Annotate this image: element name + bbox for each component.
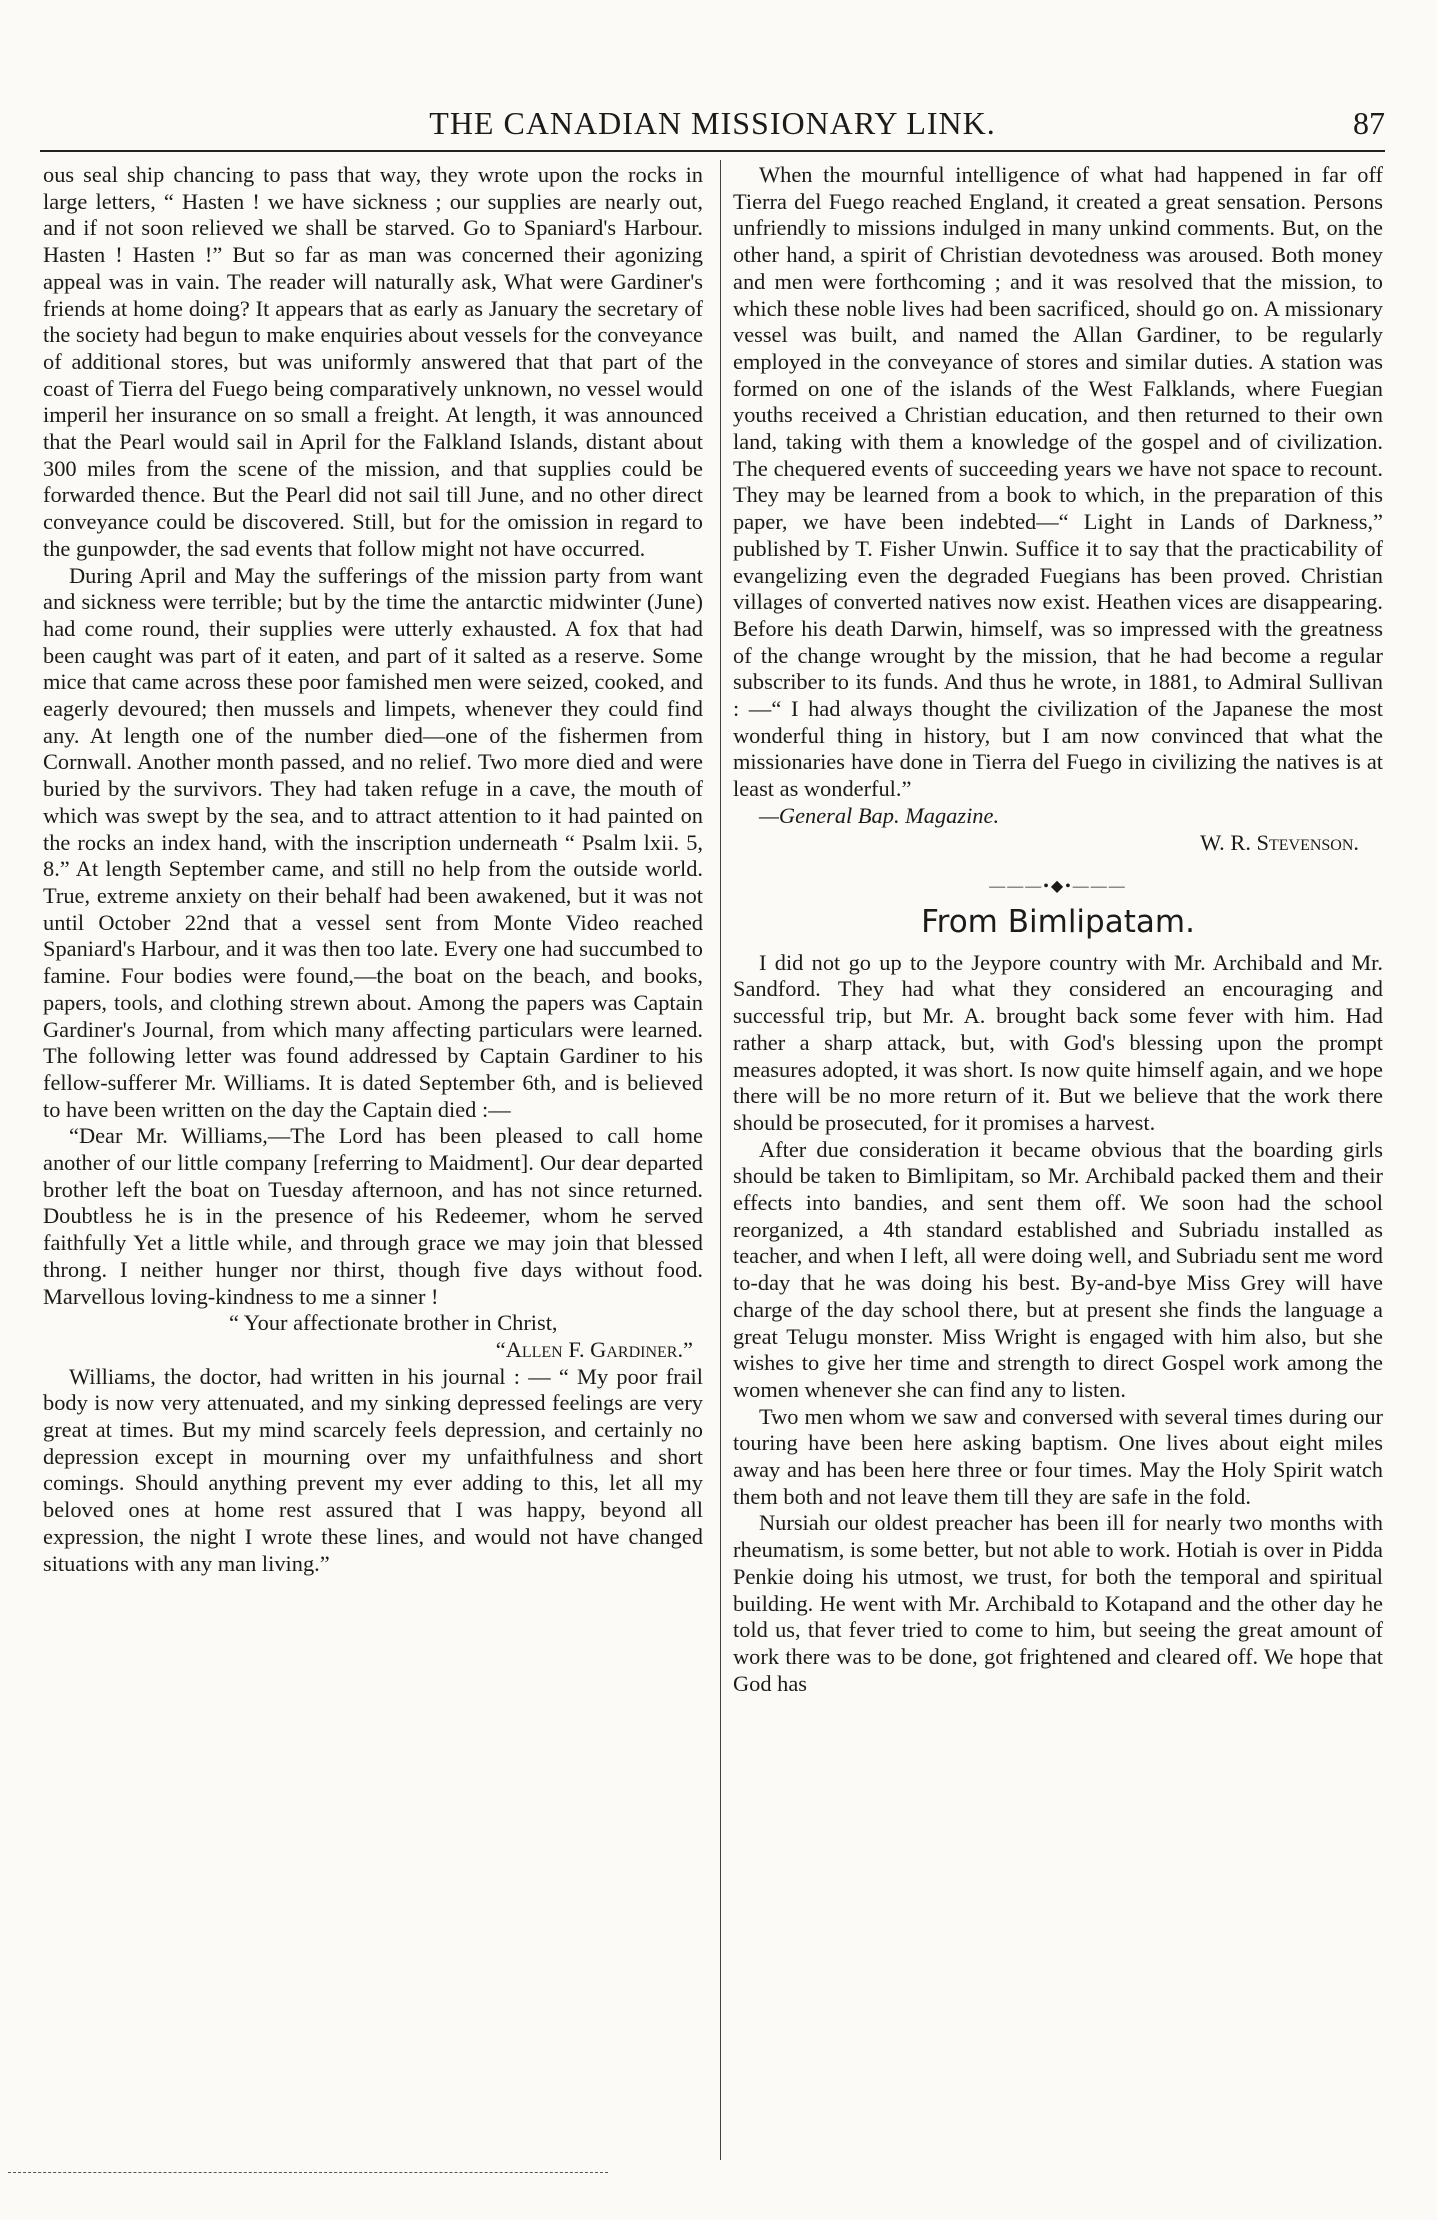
author-signature: W. R. Stevenson.	[1200, 829, 1359, 855]
paragraph: Two men whom we saw and conversed with several times during our touring have been here asking baptism. One lives about eight miles away and has been here three or four times. May the Holy Spirit watch them both and not leave them till they are safe in the fold.	[733, 1403, 1383, 1509]
left-column	[43, 162, 703, 1577]
header-rule	[40, 150, 1385, 152]
paragraph: Williams, the doctor, had written in his journal : — “ My poor frail body is now very attenuated, and my sinking depressed feelings are very great at times. But my mind scarcely feels depression, and certainly no depression except in mourning over my unfaithfulness and short comings. Should anything prevent my ever adding to this, let all my beloved ones at home rest assured that I was happy, beyond all expression, the night I wrote these lines, and would not have changed situations with any man living.”	[43, 1363, 703, 1576]
page-header	[40, 105, 1385, 145]
paragraph: Nursiah our oldest preacher has been ill for nearly two months with rheumatism, is some better, but not able to work. Hotiah is over in Pidda Penkie doing his utmost, we trust, for both the temporal and spiritual building. He went with Mr. Archibald to Kotapand and the other day he told us, that fever tried to come to him, but seeing the great amount of work there was to be done, got frightened and cleared off. We hope that God has	[733, 1510, 1383, 1696]
footer-rule	[8, 2172, 608, 2173]
page-number: 87	[1353, 105, 1385, 141]
paragraph: After due consideration it became obvious that the boarding girls should be taken to Bimlipitam, so Mr. Archibald packed them and their effects into bandies, and sent them off. We soon had the school reorganized, a 4th standard established and Subriadu installed as teacher, and when I left, all were doing well, and Subriadu sent me word to-day that he was doing his best. By-and-bye Miss Grey will have charge of the day school there, but at present she finds the language a great Telugu monster. Miss Wright is engaged with him also, but she wishes to give her time and strength to direct Gospel work among the women whenever she can find any to listen.	[733, 1136, 1383, 1402]
running-title: THE CANADIAN MISSIONARY LINK.	[429, 105, 996, 141]
paragraph: I did not go up to the Jeypore country with Mr. Archibald and Mr. Sandford. They had what they considered an encouraging and successful trip, but Mr. A. brought back some fever with him. Had rather a sharp attack, but, with God's blessing upon the prompt measures adopted, it was short. Is now quite himself again, and we hope there will be no more return of it. But we believe that the work there should be prosecuted, for it promises a harvest.	[733, 949, 1383, 1135]
paragraph: During April and May the sufferings of the mission party from want and sickness were terrible; but by the time the antarctic midwinter (June) had come round, their supplies were utterly exhausted. A fox that had been caught was part of it eaten, and part of it salted as a reserve. Some mice that came across these poor famished men were seized, cooked, and eagerly devoured; then mussels and limpets, whenever they could find any. At length one of the number died—one of the fishermen from Cornwall. Another month passed, and no relief. Two more died and were buried by the survivors. They had taken refuge in a cave, the mouth of which was swept by the sea, and to attract attention to it had painted on the rocks an index hand, with the inscription underneath “ Psalm lxii. 5, 8.” At length September came, and still no help from the outside world. True, extreme anxiety on their behalf had been awakened, but it was not until October 22nd that a vessel sent from Monte Video reached Spaniard's Harbour, and it was then too late. Every one had succumbed to famine. Four bodies were found,—the boat on the beach, and books, papers, tools, and clothing strewn about. Among the papers was Captain Gardiner's Journal, from which many affecting particulars were learned. The following letter was found addressed by Captain Gardiner to his fellow-sufferer Mr. Williams. It is dated September 6th, and is believed to have been written on the day the Captain died :—	[43, 562, 703, 1122]
paragraph: ous seal ship chancing to pass that way, they wrote upon the rocks in large letters, “ Hasten ! we have sickness ; our supplies are nearly out, and if not soon relieved we shall be starved. Go to Spaniard's Harbour. Hasten ! Hasten !” But so far as man was concerned their agonizing appeal was in vain. The reader will naturally ask, What were Gardiner's friends at home doing? It appears that as early as January the secretary of the society had begun to make enquiries about vessels for the conveyance of additional stores, but was uniformly answered that that part of the coast of Tierra del Fuego being comparatively unknown, no vessel would imperil her insurance on so small a freight. At length, it was announced that the Pearl would sail in April for the Falkland Islands, distant about 300 miles from the scene of the mission, and that supplies could be forwarded thence. But the Pearl did not sail till June, and no other direct conveyance could be discovered. Still, but for the omission in regard to the gunpowder, the sad events that follow might not have occurred.	[43, 162, 703, 561]
section-title: From Bimlipatam.	[921, 903, 1195, 940]
right-column	[733, 162, 1383, 1697]
paragraph: When the mournful intelligence of what had happened in far off Tierra del Fuego reached England, it created a great sensation. Persons unfriendly to missions indulged in many unkind comments. But, on the other hand, a spirit of Christian devotedness was aroused. Both money and men were forthcoming ; and it was resolved that the mission, to which these noble lives had been sacrificed, should go on. A missionary vessel was built, and named the Allan Gardiner, to be regularly employed in the conveyance of stores and similar duties. A station was formed on one of the islands of the West Falklands, where Fuegian youths received a Christian education, and then returned to their own land, taking with them a knowledge of the gospel and of civilization. The chequered events of succeeding years we have not space to recount. They may be learned from a book to which, in the preparation of this paper, we have been indebted—“ Light in Lands of Darkness,” published by T. Fisher Unwin. Suffice it to say that the practicability of evangelizing even the degraded Fuegians has been proved. Christian villages of converted natives now exist. Heathen vices are disappearing. Before his death Darwin, himself, was so impressed with the greatness of the change wrought by the mission, that he had become a regular subscriber to its funds. And thus he wrote, in 1881, to Admiral Sullivan : —“ I had always thought the civilization of the Japanese the most wonderful thing in history, but I am now convinced that what the missionaries have done in Tierra del Fuego in civilizing the natives is at least as wonderful.”	[733, 162, 1383, 802]
column-divider	[720, 160, 721, 2160]
section-divider-ornament: ———•◆•———	[989, 878, 1127, 896]
letter-paragraph: “Dear Mr. Williams,—The Lord has been pleased to call home another of our little company [referring to Maidment]. Our dear departed brother left the boat on Tuesday afternoon, and has not since returned. Doubtless he is in the presence of his Redeemer, whom he served faithfully Yet a little while, and through grace we may join that blessed throng. I neither hunger nor thirst, though five days without food. Marvellous loving-kindness to me a sinner !	[43, 1123, 703, 1309]
letter-closing: “ Your affectionate brother in Christ,	[229, 1310, 558, 1336]
letter-signature: “Allen F. Gardiner.”	[495, 1336, 693, 1362]
source-credit: —General Bap. Magazine.	[759, 802, 1000, 828]
